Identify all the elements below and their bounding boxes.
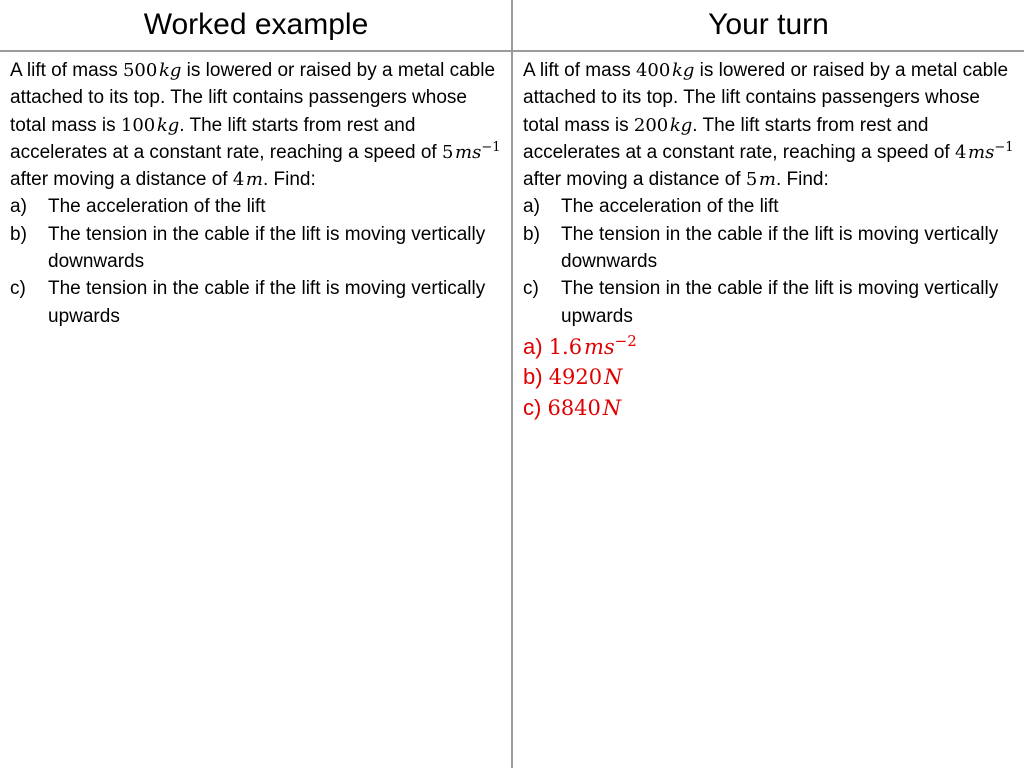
answer-unit: ms <box>583 334 615 359</box>
intro-text: . Find: <box>262 169 316 191</box>
intro-text: . The lift starts from rest and accelerates at a constant rate, reaching a speed of <box>10 114 442 163</box>
answer-label: b) <box>523 364 549 390</box>
list-item-label: b) <box>10 223 27 245</box>
answer-exponent: −2 <box>614 331 637 350</box>
list-item <box>523 275 1018 330</box>
passenger-mass-value: 200 <box>633 114 669 136</box>
list-item-label: b) <box>523 223 540 245</box>
question-intro <box>10 57 506 193</box>
your-turn-question <box>523 57 1018 423</box>
intro-text: is lowered or raised by a metal cable attached to its top. The lift contains passengers whose total mass is <box>523 60 1009 136</box>
list-item-text: The tension in the cable if the lift is moving vertically upwards <box>48 278 486 327</box>
passenger-mass-unit: kg <box>669 114 693 136</box>
answer-label: c) <box>523 394 548 420</box>
speed-exponent: −1 <box>481 139 501 155</box>
speed-unit: ms <box>968 141 995 163</box>
answer-value: 6840 <box>547 395 601 420</box>
mass-unit: kg <box>671 60 695 81</box>
list-item-label: c) <box>523 278 539 300</box>
answer-value: 1.6 <box>548 334 583 359</box>
list-item <box>523 221 1018 276</box>
list-item <box>10 193 506 220</box>
your-turn-header: Your turn <box>708 8 829 41</box>
intro-text: . Find: <box>775 169 829 191</box>
answer-unit: N <box>603 365 623 390</box>
intro-text: is lowered or raised by a metal cable attached to its top. The lift contains passengers whose total mass is <box>10 60 496 136</box>
mass-value: 500 <box>122 60 158 81</box>
answers-block <box>523 332 1018 424</box>
list-item-text: The acceleration of the lift <box>561 196 779 218</box>
answer-unit: N <box>602 395 622 420</box>
mass-unit: kg <box>158 60 182 81</box>
distance-value: 5 <box>745 169 758 191</box>
answer-label: a) <box>523 333 549 359</box>
speed-value: 4 <box>955 141 967 163</box>
passenger-mass-unit: kg <box>156 114 180 136</box>
mass-value: 400 <box>635 60 671 81</box>
intro-text: after moving a distance of <box>10 169 233 191</box>
worked-example-question <box>10 57 506 330</box>
list-item-text: The tension in the cable if the lift is moving vertically downwards <box>561 223 999 273</box>
list-item <box>10 221 506 276</box>
answer-value: 4920 <box>548 365 603 390</box>
passenger-mass-value: 100 <box>120 114 156 136</box>
distance-unit: m <box>245 169 263 191</box>
list-item <box>523 193 1018 220</box>
answer-b <box>523 362 1018 393</box>
your-turn-column <box>513 0 1024 768</box>
list-item <box>10 275 506 330</box>
answer-c <box>523 393 1018 424</box>
list-item-label: a) <box>10 196 27 218</box>
list-item-label: c) <box>10 278 26 300</box>
intro-text: A lift of mass <box>10 60 123 81</box>
speed-value: 5 <box>442 141 454 163</box>
distance-value: 4 <box>232 169 245 191</box>
question-parts-list <box>10 193 506 329</box>
intro-text: A lift of mass <box>523 60 636 81</box>
list-item-text: The tension in the cable if the lift is moving vertically downwards <box>48 223 486 273</box>
intro-text: . The lift starts from rest and accelerates at a constant rate, reaching a speed of <box>523 114 955 163</box>
list-item-text: The acceleration of the lift <box>48 196 266 218</box>
answer-a <box>523 332 1018 363</box>
intro-text: after moving a distance of <box>523 169 746 191</box>
list-item-text: The tension in the cable if the lift is moving vertically upwards <box>561 278 999 327</box>
speed-exponent: −1 <box>994 139 1014 155</box>
speed-unit: ms <box>455 141 482 163</box>
list-item-label: a) <box>523 196 540 218</box>
worked-example-header: Worked example <box>143 8 369 41</box>
question-parts-list <box>523 193 1018 329</box>
distance-unit: m <box>758 169 776 191</box>
question-intro <box>523 57 1018 193</box>
